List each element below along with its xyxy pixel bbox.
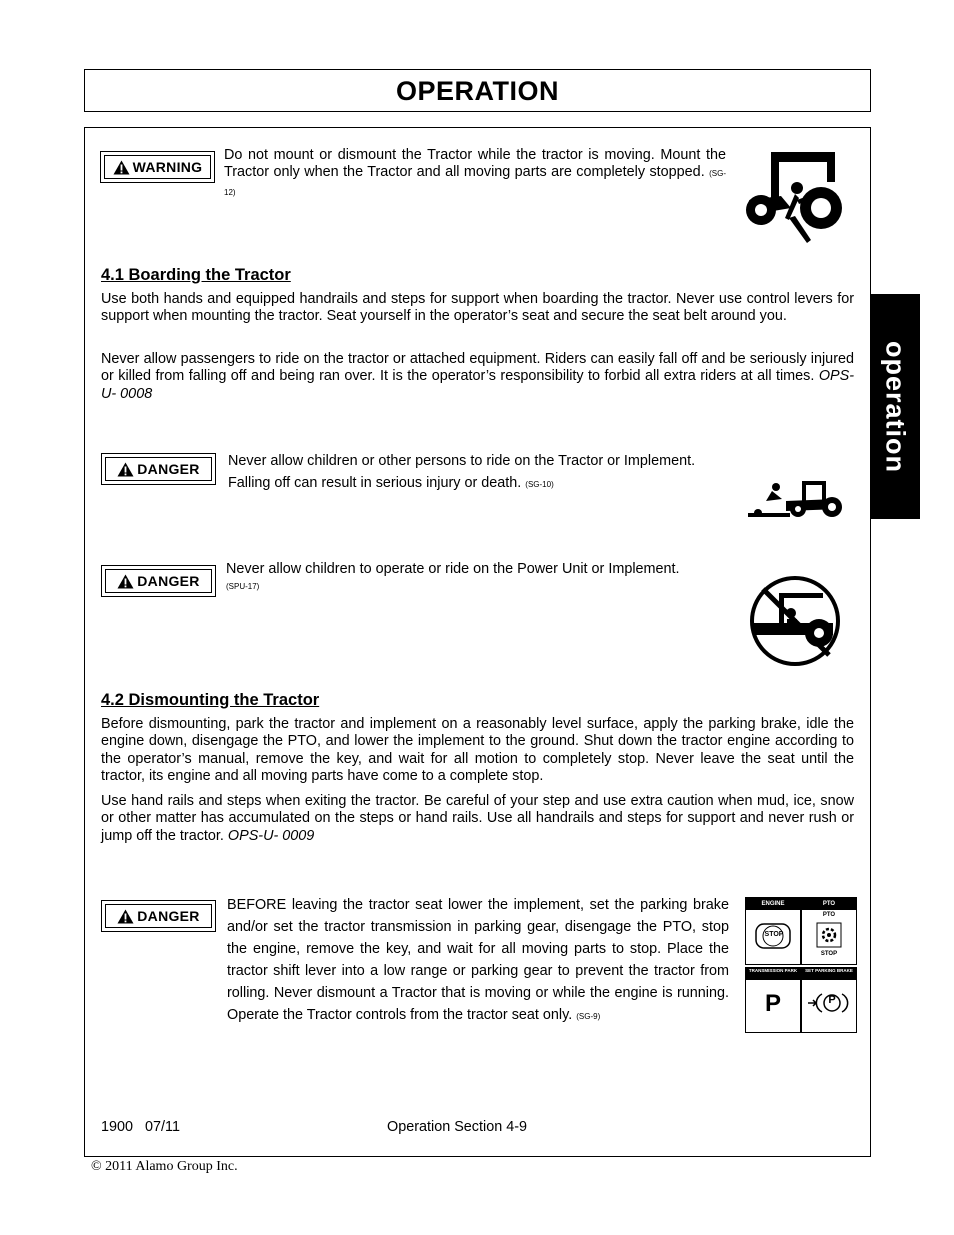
warning-code: (SG-12) [224, 169, 726, 197]
boarding-paragraph-1: Use both hands and equipped handrails and steps for support when boarding the tractor. Never use control levers for support when mounting the tractor. Seat yourself in the operator’s seat and secure the seat belt around you. [101, 291, 854, 325]
footer-copyright: © 2011 Alamo Group Inc. [91, 1159, 238, 1174]
alert-triangle-icon [117, 574, 134, 589]
danger-2-code: (SPU-17) [226, 582, 260, 592]
pto-label: PTO [802, 898, 856, 910]
dismounting-paragraph-2 [101, 793, 854, 845]
controls-panel [745, 897, 855, 1033]
side-tab-label: operation [880, 340, 911, 473]
danger-1-line-2 [228, 472, 748, 496]
warning-label: WARNING [132, 159, 203, 175]
pto-stop-bottom-label: STOP [820, 951, 838, 957]
pto-stop-panel [801, 897, 857, 965]
danger-1-code: (SG-10) [525, 480, 554, 489]
danger-sign-3 [101, 900, 216, 932]
page-title: OPERATION [395, 76, 559, 106]
danger-3-text [227, 895, 729, 1027]
section-heading-4-1: 4.1 Boarding the Tractor [101, 266, 291, 284]
brake-letter: P [828, 994, 836, 1006]
danger-label: DANGER [137, 573, 200, 589]
alert-triangle-icon [117, 909, 134, 924]
transmission-park-panel [745, 967, 801, 1033]
footer-model-date: 1900 07/11 [101, 1119, 180, 1135]
danger-1-text [228, 450, 748, 496]
dismounting-reference: OPS-U- 0009 [227, 827, 315, 844]
no-child-rider-icon [749, 575, 841, 667]
park-letter: P [764, 990, 781, 1017]
engine-stop-panel [745, 897, 801, 965]
dismounting-paragraph-1: Before dismounting, park the tractor and implement on a reasonably level surface, apply the parking brake, idle the engine down, disengage the PTO, and lower the implement to the ground. Shut down the tractor engine according to the operator’s manual, remove the key, and wait for all motion to completely stop. Never leave the seat until the tractor, its engine and all moving parts have come to a complete stop. [101, 716, 854, 784]
section-heading-4-2: 4.2 Dismounting the Tractor [101, 691, 320, 709]
danger-3-body: BEFORE leaving the tractor seat lower the implement, set the parking brake and/or set the tractor transmission in parking gear, disengage the PTO, stop the engine, remove the key, and wait for all moving parts to stop. Place the tractor shift lever into a low range or parking gear to prevent the tractor from rolling. Never dismount a Tractor that is moving or while the engine is running. Operate the Tractor controls from the tractor seat only. [227, 897, 729, 1023]
boarding-paragraph-2-text: Never allow passengers to ride on the tractor or attached equipment. Riders can easily fall off and be seriously injured or killed from falling off and being ran over. It is the operator’s responsibility to forbid all extra riders at all times. [101, 351, 854, 385]
pto-gear-icon [816, 922, 842, 948]
page-header [84, 69, 871, 112]
warning-text [224, 147, 726, 201]
danger-1-line-1: Never allow children or other persons to ride on the Tractor or Implement. [228, 453, 696, 469]
warning-body: Do not mount or dismount the Tractor while the tractor is moving. Mount the Tractor only when the Tractor and all moving parts are completely stopped. [224, 147, 726, 181]
engine-stop-label: STOP [764, 931, 784, 938]
transmission-label: TRANSMISSION PARK [746, 968, 800, 980]
danger-label: DANGER [137, 461, 200, 477]
boarding-paragraph-2 [101, 351, 854, 403]
danger-sign-1 [101, 453, 216, 485]
danger-1-line-2-text: Falling off can result in serious injury or death. [228, 475, 522, 491]
side-tab [870, 294, 920, 519]
alert-triangle-icon [113, 160, 130, 175]
footer-section: Operation Section 4-9 [387, 1119, 527, 1135]
parking-brake-panel [801, 967, 857, 1033]
tractor-fall-icon [741, 148, 845, 246]
danger-sign-2 [101, 565, 216, 597]
danger-2-text [226, 561, 732, 596]
danger-3-code: (SG-9) [576, 1011, 601, 1021]
danger-2-body: Never allow children to operate or ride on the Power Unit or Implement. [226, 561, 680, 577]
brake-label: SET PARKING BRAKE [802, 968, 856, 980]
warning-sign [100, 151, 215, 183]
rider-fall-icon [746, 473, 846, 521]
pto-stop-top-label: PTO [822, 912, 836, 918]
alert-triangle-icon [117, 462, 134, 477]
engine-label: ENGINE [746, 898, 800, 910]
danger-label: DANGER [137, 908, 200, 924]
dismounting-paragraph-2-text: Use hand rails and steps when exiting the tractor. Be careful of your step and use extra caution when mud, ice, snow or other matter has accumulated on the steps or hand rails. Use all handrails and steps for support and never rush or jump off the tractor. [101, 793, 854, 844]
boarding-reference: OPS-U- 0008 [101, 368, 854, 402]
